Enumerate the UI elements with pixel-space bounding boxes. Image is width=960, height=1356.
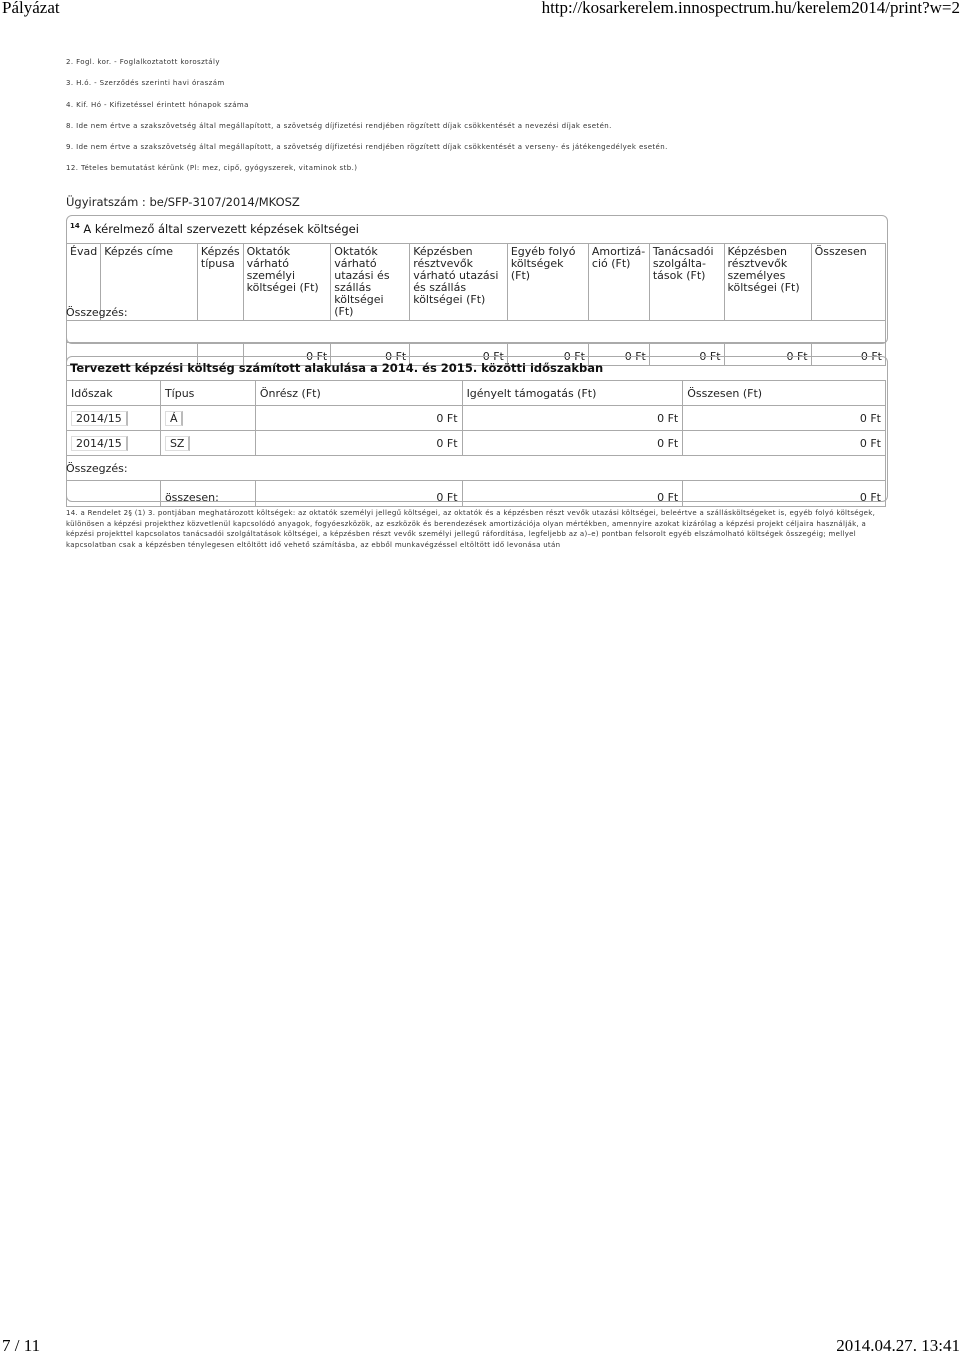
training-costs-table bbox=[66, 243, 886, 366]
footnote-ref: 14 bbox=[70, 222, 80, 231]
sum-value: 0 Ft bbox=[243, 343, 331, 366]
summary-label: Összegzés: bbox=[66, 306, 128, 319]
col-header: Összesen (Ft) bbox=[683, 381, 886, 406]
sum-value: 0 Ft bbox=[811, 343, 885, 366]
support-total: 0 Ft bbox=[462, 481, 683, 507]
type-field: Á bbox=[165, 411, 184, 426]
period-field: 2014/15 bbox=[71, 411, 128, 426]
page-number: 7 / 11 bbox=[2, 1336, 41, 1355]
sum-value: 0 Ft bbox=[649, 343, 724, 366]
note-item: 2. Fogl. kor. - Foglalkoztatott korosztály bbox=[66, 58, 220, 66]
training-costs-title bbox=[70, 222, 359, 236]
sum-value: 0 Ft bbox=[507, 343, 588, 366]
col-header: Képzésben résztvevők várható utazási és szállás költségei (Ft) bbox=[410, 244, 508, 321]
table-header-row bbox=[67, 244, 886, 321]
col-header: Tanácsadói szolgálta-tások (Ft) bbox=[649, 244, 724, 321]
support-value: 0 Ft bbox=[462, 406, 683, 431]
planned-costs-table bbox=[66, 380, 886, 507]
footnote-14: 14. a Rendelet 2§ (1) 3. pontjában meghatározott költségek: az oktatók személyi jellegű költségei, az oktatók és a képzésben részt vevők utazási költségei, beleértve a szállásköltségeket is, egyéb folyó költségek, különösen a képzési projekthez közvetlenül kapcsolódó anyagok, fogyóeszközök, az eszközök és berendezések amortizációja olyan mértékben, amennyire azokat kizárólag a képzési projekt céljaira használják, a képzési projekttel kapcsolatos tanácsadói szolgáltatások költségei, a képzésben részt vevők személyi jellegű ráfordítása, legfeljebb az a)–e) pontban felsorolt egyéb elszámolható költségek összegéig; mellyel kapcsolatban csak a képzésben ténylegesen eltöltött idő vehető számításba, az ebből munkavégzéssel eltöltött idő levonása után bbox=[66, 509, 876, 549]
col-header: Képzésben résztvevők személyes költségei (Ft) bbox=[724, 244, 811, 321]
col-header: Összesen bbox=[811, 244, 885, 321]
support-value: 0 Ft bbox=[462, 431, 683, 456]
table-header-row bbox=[67, 381, 886, 406]
col-header: Egyéb folyó költségek (Ft) bbox=[507, 244, 588, 321]
note-item: 4. Kif. Hó - Kifizetéssel érintett hónapok száma bbox=[66, 100, 249, 109]
col-header: Önrész (Ft) bbox=[255, 381, 462, 406]
summary-label-row bbox=[67, 321, 886, 343]
case-number: Ügyiratszám : be/SFP-3107/2014/MKOSZ bbox=[66, 195, 300, 209]
note-item: 9. Ide nem értve a szakszövetség által megállapított, a szövetség díjfizetési rendjében rögzített díjak csökkentését a verseny- és játékengedélyek esetén. bbox=[66, 143, 668, 152]
abbreviation-notes bbox=[66, 58, 886, 186]
table-row bbox=[67, 431, 886, 456]
col-header: Amortizá-ció (Ft) bbox=[588, 244, 649, 321]
col-header: Típus bbox=[160, 381, 255, 406]
section-title-text: A kérelmező által szervezett képzések költségei bbox=[83, 222, 359, 236]
print-datetime: 2014.04.27. 13:41 bbox=[836, 1336, 960, 1355]
grand-total: 0 Ft bbox=[683, 481, 886, 507]
total-label: összesen: bbox=[160, 481, 255, 507]
own-value: 0 Ft bbox=[255, 431, 462, 456]
period-field: 2014/15 bbox=[71, 436, 128, 451]
col-header: Igényelt támogatás (Ft) bbox=[462, 381, 683, 406]
col-header: Képzés típusa bbox=[197, 244, 243, 321]
sum-value: 0 Ft bbox=[410, 343, 508, 366]
sum-value: 0 Ft bbox=[724, 343, 811, 366]
note-item: 12. Tételes bemutatást kérünk (Pl: mez, cipő, gyógyszerek, vitaminok stb.) bbox=[66, 164, 358, 173]
col-header: Képzés címe bbox=[101, 244, 198, 321]
totals-row bbox=[67, 481, 886, 507]
sum-value: 0 Ft bbox=[588, 343, 649, 366]
total-value: 0 Ft bbox=[683, 431, 886, 456]
note-item: 3. H.ó. - Szerződés szerinti havi óraszám bbox=[66, 79, 225, 88]
note-item: 8. Ide nem értve a szakszövetség által megállapított, a szövetség díjfizetési rendjében rögzített díjak csökkentését a nevezési díjak esetén. bbox=[66, 121, 612, 130]
page-header-url: http://kosarkerelem.innospectrum.hu/kerelem2014/print?w=2 bbox=[541, 0, 960, 17]
col-header: Évad bbox=[67, 244, 101, 321]
own-total: 0 Ft bbox=[255, 481, 462, 507]
summary-label-row bbox=[67, 456, 886, 481]
planned-costs-title: Tervezett képzési költség számított alakulása a 2014. és 2015. közötti időszakban bbox=[70, 361, 604, 375]
type-field: SZ bbox=[165, 436, 191, 451]
col-header: Oktatók várható utazási és szállás költségei (Ft) bbox=[331, 244, 410, 321]
col-header: Időszak bbox=[67, 381, 161, 406]
sum-value: 0 Ft bbox=[331, 343, 410, 366]
col-header: Oktatók várható személyi költségei (Ft) bbox=[243, 244, 331, 321]
page-header-title: Pályázat bbox=[2, 0, 60, 17]
table-row bbox=[67, 406, 886, 431]
total-value: 0 Ft bbox=[683, 406, 886, 431]
summary-label: Összegzés: bbox=[66, 462, 128, 475]
own-value: 0 Ft bbox=[255, 406, 462, 431]
